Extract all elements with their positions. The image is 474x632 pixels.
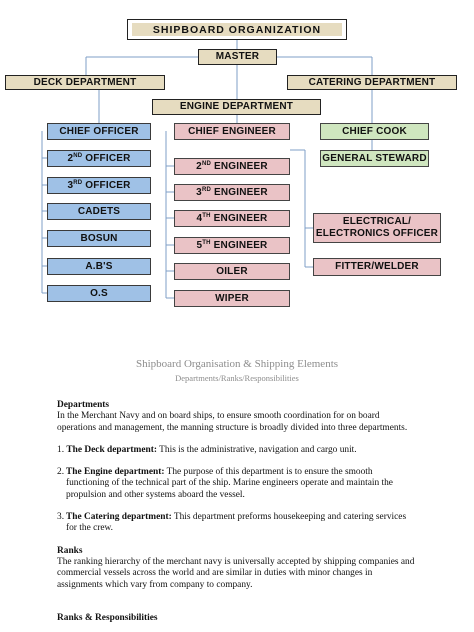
chief-cook-box: CHIEF COOK <box>320 123 429 140</box>
bosun-box: BOSUN <box>47 230 151 247</box>
chief-engineer-box: CHIEF ENGINEER <box>174 123 290 140</box>
deck-department-box: DECK DEPARTMENT <box>5 75 165 90</box>
master-box: MASTER <box>198 49 277 65</box>
second-officer-box: 2ND OFFICER <box>47 150 151 167</box>
catering-department-box: CATERING DEPARTMENT <box>287 75 457 90</box>
departments-heading: Departments <box>57 400 110 410</box>
ranks-responsibilities-heading: Ranks & Responsibilities <box>57 612 158 623</box>
second-engineer-box: 2ND ENGINEER <box>174 158 290 175</box>
fifth-engineer-box: 5TH ENGINEER <box>174 237 290 254</box>
wiper-box: WIPER <box>174 290 290 307</box>
document-body <box>57 400 417 624</box>
departments-intro: In the Merchant Navy and on board ships, to ensure smooth coordination for on board operations and management, the manning structure is broadly divided into three departments. <box>57 411 408 433</box>
oiler-box: OILER <box>174 263 290 280</box>
chart-title: SHIPBOARD ORGANIZATION <box>127 19 347 40</box>
engine-item: 2. The Engine department: The purpose of this department is to ensure the smooth functioning of the technical part of the ship. Marine engineers operate and maintain the propulsion and other systems aboard the vessel. <box>57 467 393 500</box>
deck-item: 1. The Deck department: This is the administrative, navigation and cargo unit. <box>57 444 357 455</box>
document-title: Shipboard Organisation & Shipping Elements <box>135 358 339 370</box>
third-engineer-box: 3RD ENGINEER <box>174 184 290 201</box>
chief-officer-box: CHIEF OFFICER <box>47 123 151 140</box>
document-subtitle: Departments/Ranks/Responsibilities <box>175 373 299 383</box>
abs-box: A.B'S <box>47 258 151 275</box>
electrical-officer-box: ELECTRICAL/ ELECTRONICS OFFICER <box>313 213 441 243</box>
general-steward-box: GENERAL STEWARD <box>320 150 429 167</box>
fourth-engineer-box: 4TH ENGINEER <box>174 210 290 227</box>
third-officer-box: 3RD OFFICER <box>47 177 151 194</box>
engine-department-box: ENGINE DEPARTMENT <box>152 99 321 115</box>
ranks-heading: Ranks <box>57 545 83 556</box>
catering-item: 3. The Catering department: This department preforms housekeeping and catering services for the crew. <box>57 512 407 534</box>
fitter-welder-box: FITTER/WELDER <box>313 258 441 276</box>
os-box: O.S <box>47 285 151 302</box>
ranks-text: The ranking hierarchy of the merchant navy is universally accepted by shipping companies and commercial vessels across the world and are similar in duties with minor changes in assignments which vary from company to company. <box>57 556 415 590</box>
cadets-box: CADETS <box>47 203 151 220</box>
